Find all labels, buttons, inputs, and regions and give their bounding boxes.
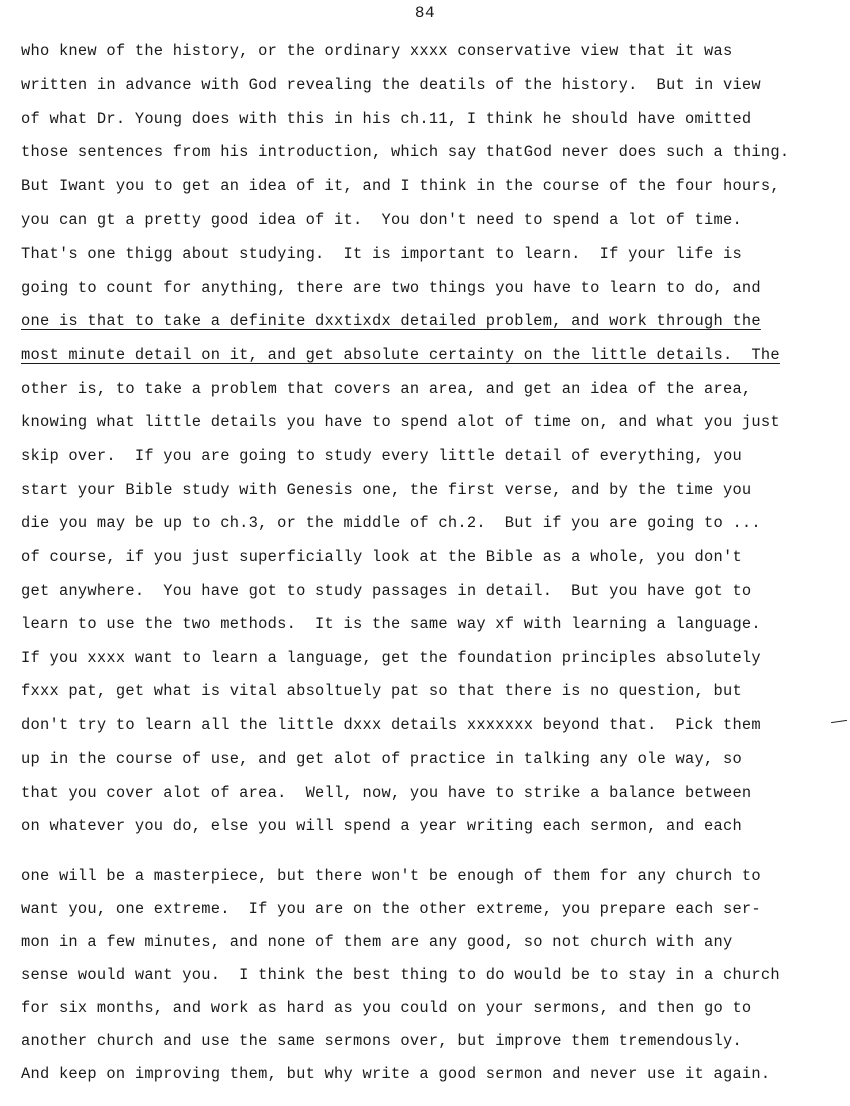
text-line: those sentences from his introduction, which say thatGod never does such a thing.: [21, 143, 790, 161]
text-line: one will be a masterpiece, but there won't be enough of them for any church to: [21, 867, 761, 885]
text-line: you can gt a pretty good idea of it. You don't need to spend a lot of time.: [21, 211, 742, 229]
text-line: for six months, and work as hard as you could on your sermons, and then go to: [21, 999, 752, 1017]
text-line: learn to use the two methods. It is the same way xf with learning a language.: [21, 615, 761, 633]
text-line: written in advance with God revealing the deatils of the history. But in view: [21, 76, 761, 94]
text-line: mon in a few minutes, and none of them are any good, so not church with any: [21, 933, 733, 951]
text-line-underlined: one is that to take a definite dxxtixdx detailed problem, and work through the: [21, 312, 761, 330]
text-line: another church and use the same sermons over, but improve them tremendously.: [21, 1032, 742, 1050]
text-line: And keep on improving them, but why write a good sermon and never use it again.: [21, 1065, 771, 1083]
text-line: If you xxxx want to learn a language, get the foundation principles absolutely: [21, 649, 761, 667]
text-line: of what Dr. Young does with this in his ch.11, I think he should have omitted: [21, 110, 752, 128]
text-line: that you cover alot of area. Well, now, you have to strike a balance between: [21, 784, 752, 802]
text-line: That's one thigg about studying. It is important to learn. If your life is: [21, 245, 742, 263]
text-line: sense would want you. I think the best thing to do would be to stay in a church: [21, 966, 780, 984]
margin-dash-mark: [831, 720, 847, 723]
text-line: start your Bible study with Genesis one, the first verse, and by the time you: [21, 481, 752, 499]
text-line: who knew of the history, or the ordinary xxxx conservative view that it was: [21, 42, 733, 60]
text-line: don't try to learn all the little dxxx details xxxxxxx beyond that. Pick them: [21, 716, 761, 734]
text-line: other is, to take a problem that covers an area, and get an idea of the area,: [21, 380, 752, 398]
text-line-underlined: most minute detail on it, and get absolute certainty on the little details. The: [21, 346, 780, 364]
text-line: want you, one extreme. If you are on the other extreme, you prepare each ser-: [21, 900, 761, 918]
text-line: going to count for anything, there are two things you have to learn to do, and: [21, 279, 761, 297]
text-line: get anywhere. You have got to study passages in detail. But you have got to: [21, 582, 752, 600]
text-line: fxxx pat, get what is vital absoltuely pat so that there is no question, but: [21, 682, 742, 700]
text-line: skip over. If you are going to study every little detail of everything, you: [21, 447, 742, 465]
text-line: But Iwant you to get an idea of it, and I think in the course of the four hours,: [21, 177, 780, 195]
text-line: of course, if you just superficially look at the Bible as a whole, you don't: [21, 548, 742, 566]
text-line: on whatever you do, else you will spend a year writing each sermon, and each: [21, 817, 742, 835]
text-line: knowing what little details you have to spend alot of time on, and what you just: [21, 413, 780, 431]
text-line: die you may be up to ch.3, or the middle of ch.2. But if you are going to ...: [21, 514, 761, 532]
text-line: up in the course of use, and get alot of practice in talking any ole way, so: [21, 750, 742, 768]
page-number: 84: [414, 4, 436, 22]
